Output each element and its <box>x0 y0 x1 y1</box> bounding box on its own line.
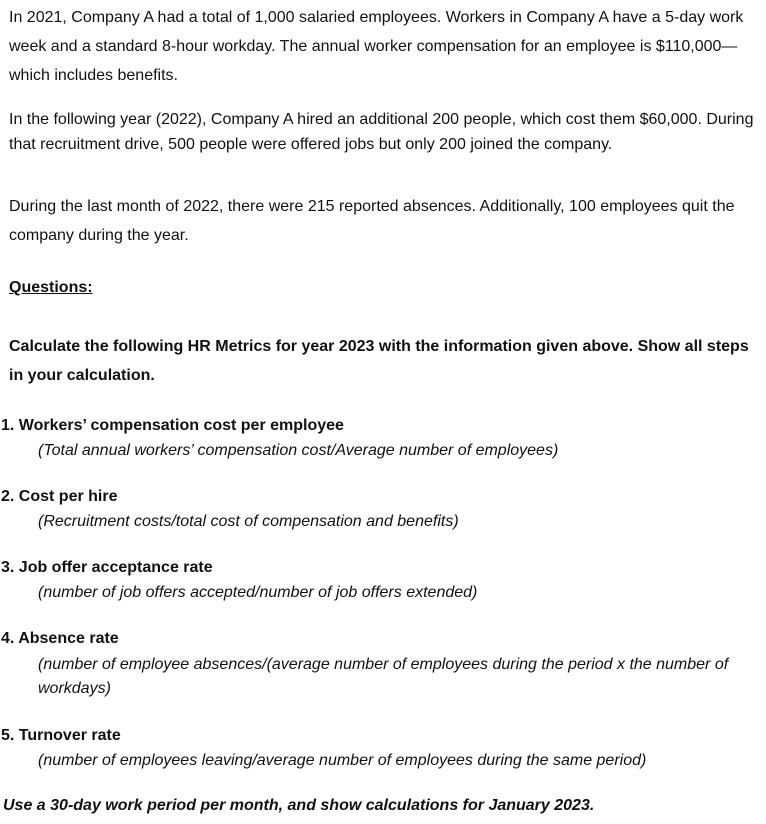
question-1-title: 1. Workers’ compensation cost per employee <box>1 417 344 434</box>
question-3-formula: (number of job offers accepted/number of job offers extended) <box>38 584 478 601</box>
scenario-paragraph-2: In the following year (2022), Company A hired an additional 200 people, which cost them $60,000. During that recruitment drive, 500 people were offered jobs but only 200 joined the company. <box>9 111 754 153</box>
scenario-paragraph-1: In 2021, Company A had a total of 1,000 salaried employees. Workers in Company A have a 5-day work week and a standard 8-hour workday. The annual worker compensation for an employee is $110,000—which includes benefits. <box>9 9 744 84</box>
footer-note: Use a 30-day work period per month, and show calculations for January 2023. <box>3 797 595 814</box>
question-4-formula: (number of employee absences/(average number of employees during the period x the number of workdays) <box>38 656 729 697</box>
question-5-formula: (number of employees leaving/average number of employees during the same period) <box>38 752 647 769</box>
scenario-paragraph-3: During the last month of 2022, there were 215 reported absences. Additionally, 100 employees quit the company during the year. <box>9 198 735 244</box>
question-3-title: 3. Job offer acceptance rate <box>1 559 213 576</box>
instruction-text: Calculate the following HR Metrics for year 2023 with the information given above. Show all steps in your calculation. <box>9 338 749 384</box>
question-2-formula: (Recruitment costs/total cost of compensation and benefits) <box>38 513 459 530</box>
question-4-title: 4. Absence rate <box>1 630 119 647</box>
questions-heading: Questions: <box>9 279 93 296</box>
question-5-title: 5. Turnover rate <box>1 727 121 744</box>
question-1-formula: (Total annual workers’ compensation cost/Average number of employees) <box>38 442 559 459</box>
question-2-title: 2. Cost per hire <box>1 488 118 505</box>
